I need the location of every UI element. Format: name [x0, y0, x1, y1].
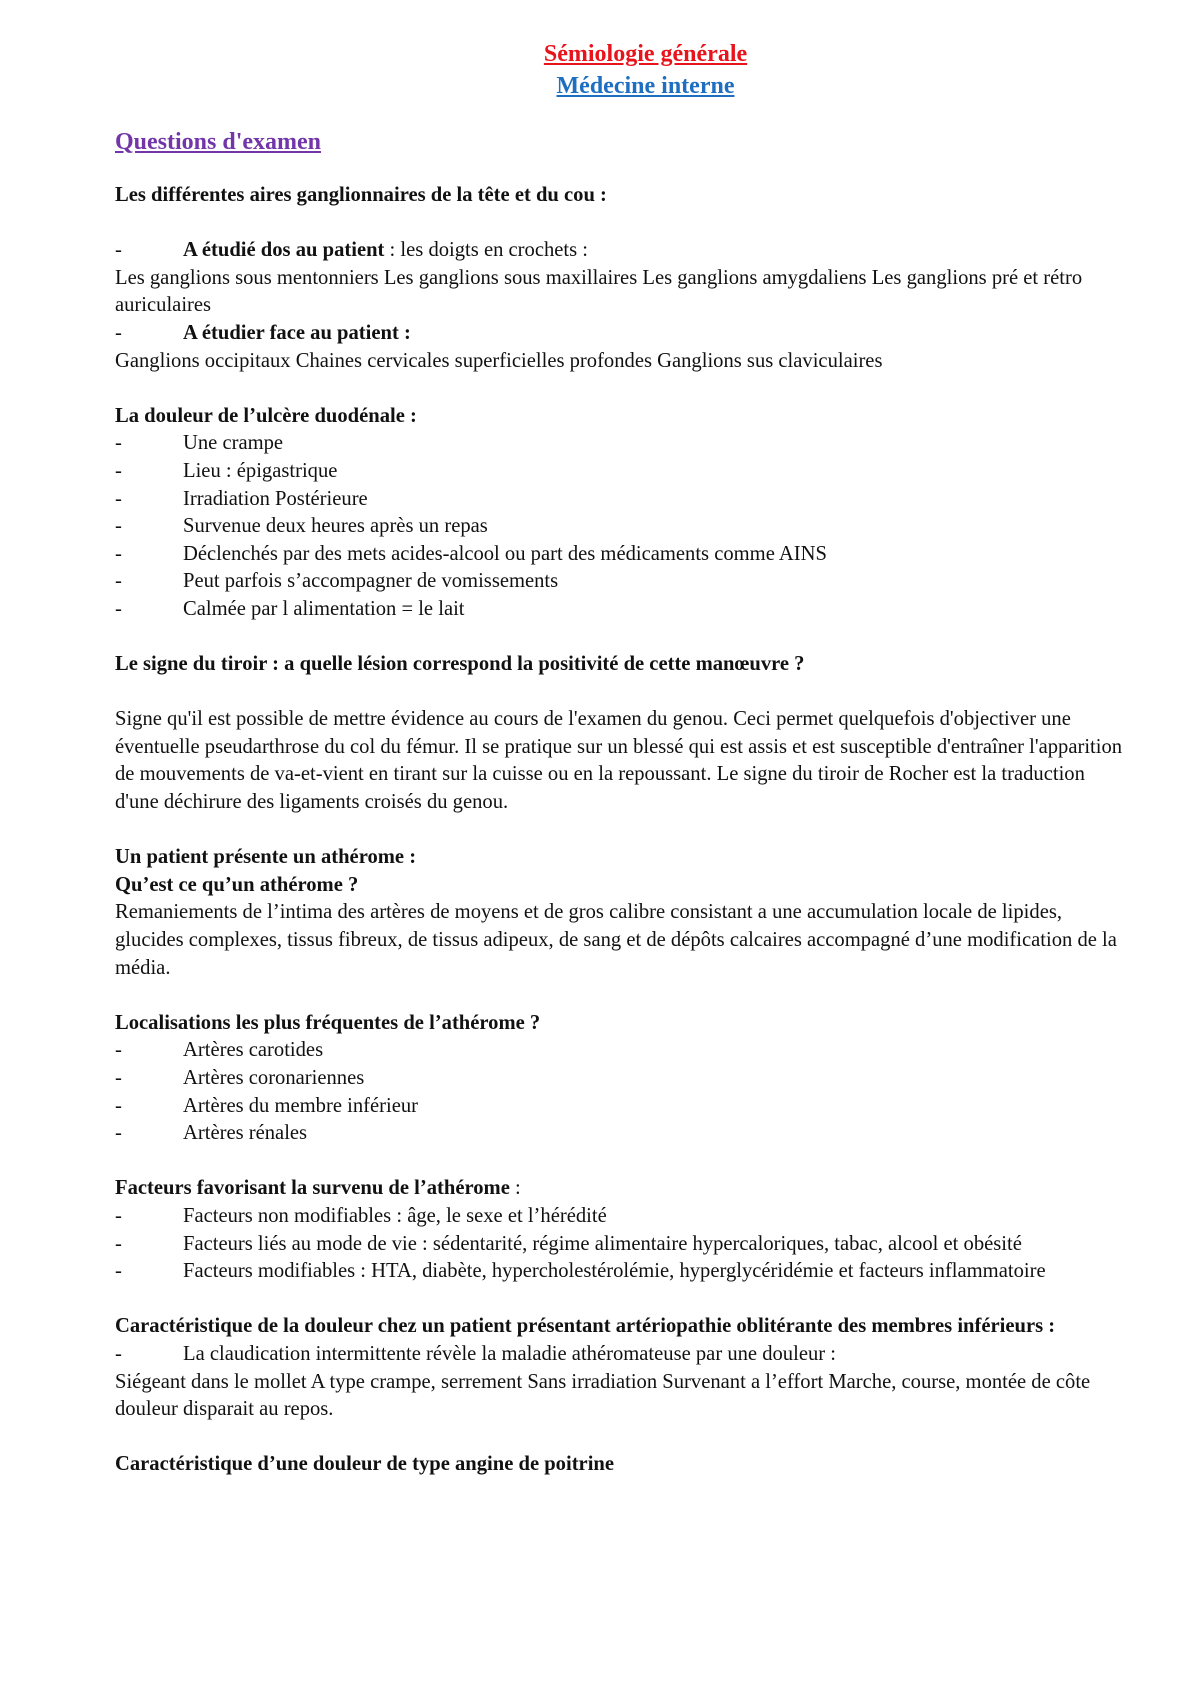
- document-title: Sémiologie générale: [543, 41, 748, 67]
- question-tiroir: Le signe du tiroir : a quelle lésion correspond la positivité de cette manœuvre ?: [115, 653, 805, 676]
- list-item: - Artères coronariennes: [115, 1067, 365, 1089]
- list-item: - Facteurs liés au mode de vie : sédentarité, régime alimentaire hypercaloriques, tabac, alcool et obésité: [115, 1232, 1022, 1255]
- list-item: - Artères carotides: [115, 1039, 324, 1062]
- question-facteurs: Facteurs favorisant la survenu de l’athérome :: [115, 1177, 521, 1200]
- list-item: - Facteurs modifiables : HTA, diabète, hypercholestérolémie, hyperglycéridémie et facteurs inflammatoire: [115, 1260, 1046, 1283]
- list-localisations: [115, 1037, 1130, 1147]
- paragraph-aomi: Siégeant dans le mollet A type crampe, serrement Sans irradiation Survenant a l’effort Marche, course, montée de côte douleur disparait au repos.: [115, 1370, 1091, 1421]
- list-ulcere: [115, 430, 1130, 623]
- list-item: - Déclenchés par des mets acides-alcool ou part des médicaments comme AINS: [115, 542, 827, 565]
- paragraph-tiroir: Signe qu'il est possible de mettre évidence au cours de l'examen du genou. Ceci permet quelquefois d'objectiver une éventuelle pseudarthrose du col du fémur. Il se pratique sur un blessé qui est assis et est susceptible d'entraîner l'apparition de mouvements de va-et-vient en tirant sur la cuisse ou en la repoussant. Le signe du tiroir de Rocher est la traduction d'une déchirure des ligaments croisés du genou.: [115, 708, 1123, 814]
- list-item: - Calmée par l alimentation = le lait: [115, 597, 465, 620]
- question-localisations: Localisations les plus fréquentes de l’athérome ?: [115, 1011, 541, 1034]
- question-atherome-definition: Qu’est ce qu’un athérome ?: [115, 873, 359, 896]
- list-item: - Peut parfois s’accompagner de vomissements: [115, 570, 559, 593]
- list-item: - Lieu : épigastrique: [115, 459, 338, 482]
- paragraph-ganglions-dos: Les ganglions sous mentonniers Les ganglions sous maxillaires Les ganglions amygdaliens Les ganglions pré et rétro auriculaires: [115, 266, 1083, 317]
- question-angine: Caractéristique d’une douleur de type angine de poitrine: [115, 1453, 615, 1476]
- list-item: - A étudié dos au patient : les doigts en crochets :: [115, 239, 589, 262]
- question-ulcere: La douleur de l’ulcère duodénale :: [115, 404, 417, 427]
- list-facteurs: [115, 1203, 1130, 1286]
- list-item: - Artères du membre inférieur: [115, 1094, 419, 1117]
- list-item: - Artères rénales: [115, 1122, 308, 1145]
- paragraph-ganglions-face: Ganglions occipitaux Chaines cervicales superficielles profondes Ganglions sus claviculaires: [115, 349, 883, 372]
- list-item: - Une crampe: [115, 432, 284, 455]
- section-title: Questions d'examen: [115, 129, 322, 155]
- list-item: - Facteurs non modifiables : âge, le sexe et l’hérédité: [115, 1204, 607, 1227]
- list-item: - La claudication intermittente révèle la maladie athéromateuse par une douleur :: [115, 1342, 836, 1365]
- list-item: - Survenue deux heures après un repas: [115, 515, 488, 538]
- list-item: - A étudier face au patient :: [115, 321, 411, 344]
- question-aomi: Caractéristique de la douleur chez un patient présentant artériopathie oblitérante des membres inférieurs :: [115, 1315, 1056, 1338]
- title-block: [161, 38, 1130, 102]
- question-atherome: Un patient présente un athérome :: [115, 846, 417, 869]
- list-item: - Irradiation Postérieure: [115, 487, 368, 510]
- document-subtitle: Médecine interne: [556, 73, 735, 99]
- paragraph-atherome: Remaniements de l’intima des artères de moyens et de gros calibre consistant a une accumulation locale de lipides, glucides complexes, tissus fibreux, de tissus adipeux, de sang et de dépôts calcaires accompagné d’une modification de la média.: [115, 901, 1117, 979]
- question-ganglions: Les différentes aires ganglionnaires de la tête et du cou :: [115, 184, 607, 206]
